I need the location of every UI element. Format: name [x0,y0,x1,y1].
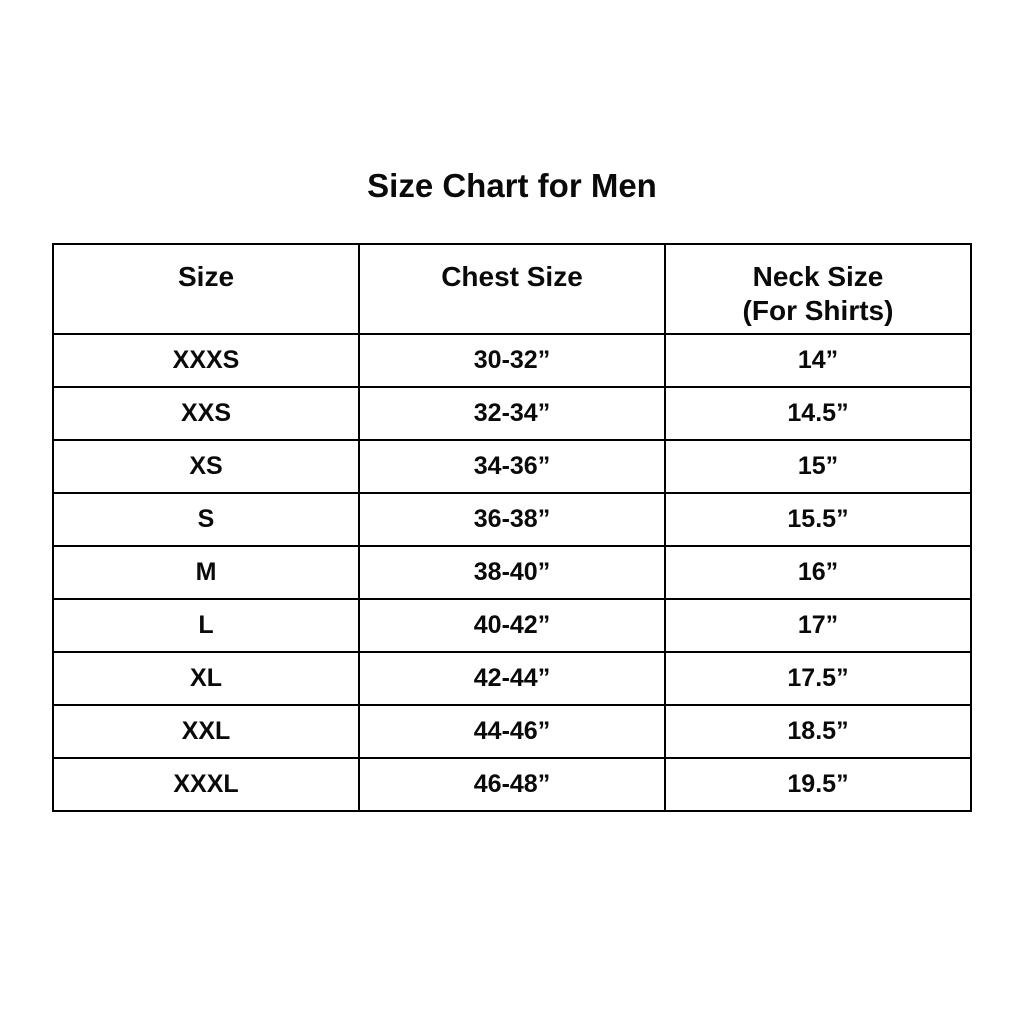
table-row-l [53,599,971,652]
cell-neck-size: 15” [665,440,971,493]
table-row-s [53,493,971,546]
cell-size: XXXL [53,758,359,811]
cell-chest-size: 34-36” [359,440,665,493]
column-header-neck-size-line2: (For Shirts) [742,295,894,326]
table-row-xxxl [53,758,971,811]
cell-chest-size: 40-42” [359,599,665,652]
cell-size: XS [53,440,359,493]
cell-chest-size: 30-32” [359,334,665,387]
cell-neck-size: 19.5” [665,758,971,811]
table-row-xxxs [53,334,971,387]
cell-chest-size: 36-38” [359,493,665,546]
column-header-size-label: Size [177,261,235,292]
cell-neck-size: 14” [665,334,971,387]
table-body [53,334,971,811]
table-row-xs [53,440,971,493]
cell-neck-size: 15.5” [665,493,971,546]
cell-chest-size: 32-34” [359,387,665,440]
page-title: Size Chart for Men [367,167,657,204]
cell-chest-size: 44-46” [359,705,665,758]
column-header-size [53,244,359,334]
cell-size: XXXS [53,334,359,387]
cell-neck-size: 14.5” [665,387,971,440]
column-header-chest-size [359,244,665,334]
cell-size: S [53,493,359,546]
cell-size: L [53,599,359,652]
cell-neck-size: 17.5” [665,652,971,705]
cell-size: M [53,546,359,599]
column-header-neck-size-line1: Neck Size [752,261,884,292]
cell-neck-size: 17” [665,599,971,652]
table-header-row [53,244,971,334]
cell-size: XXL [53,705,359,758]
cell-size: XXS [53,387,359,440]
table-row-xxl [53,705,971,758]
column-header-neck-size [665,244,971,334]
table-row-xl [53,652,971,705]
table-row-m [53,546,971,599]
table-header [53,244,971,334]
cell-neck-size: 18.5” [665,705,971,758]
column-header-chest-size-label: Chest Size [441,261,583,292]
cell-neck-size: 16” [665,546,971,599]
cell-chest-size: 38-40” [359,546,665,599]
cell-chest-size: 46-48” [359,758,665,811]
cell-size: XL [53,652,359,705]
cell-chest-size: 42-44” [359,652,665,705]
size-chart-table [52,243,972,812]
table-row-xxs [53,387,971,440]
